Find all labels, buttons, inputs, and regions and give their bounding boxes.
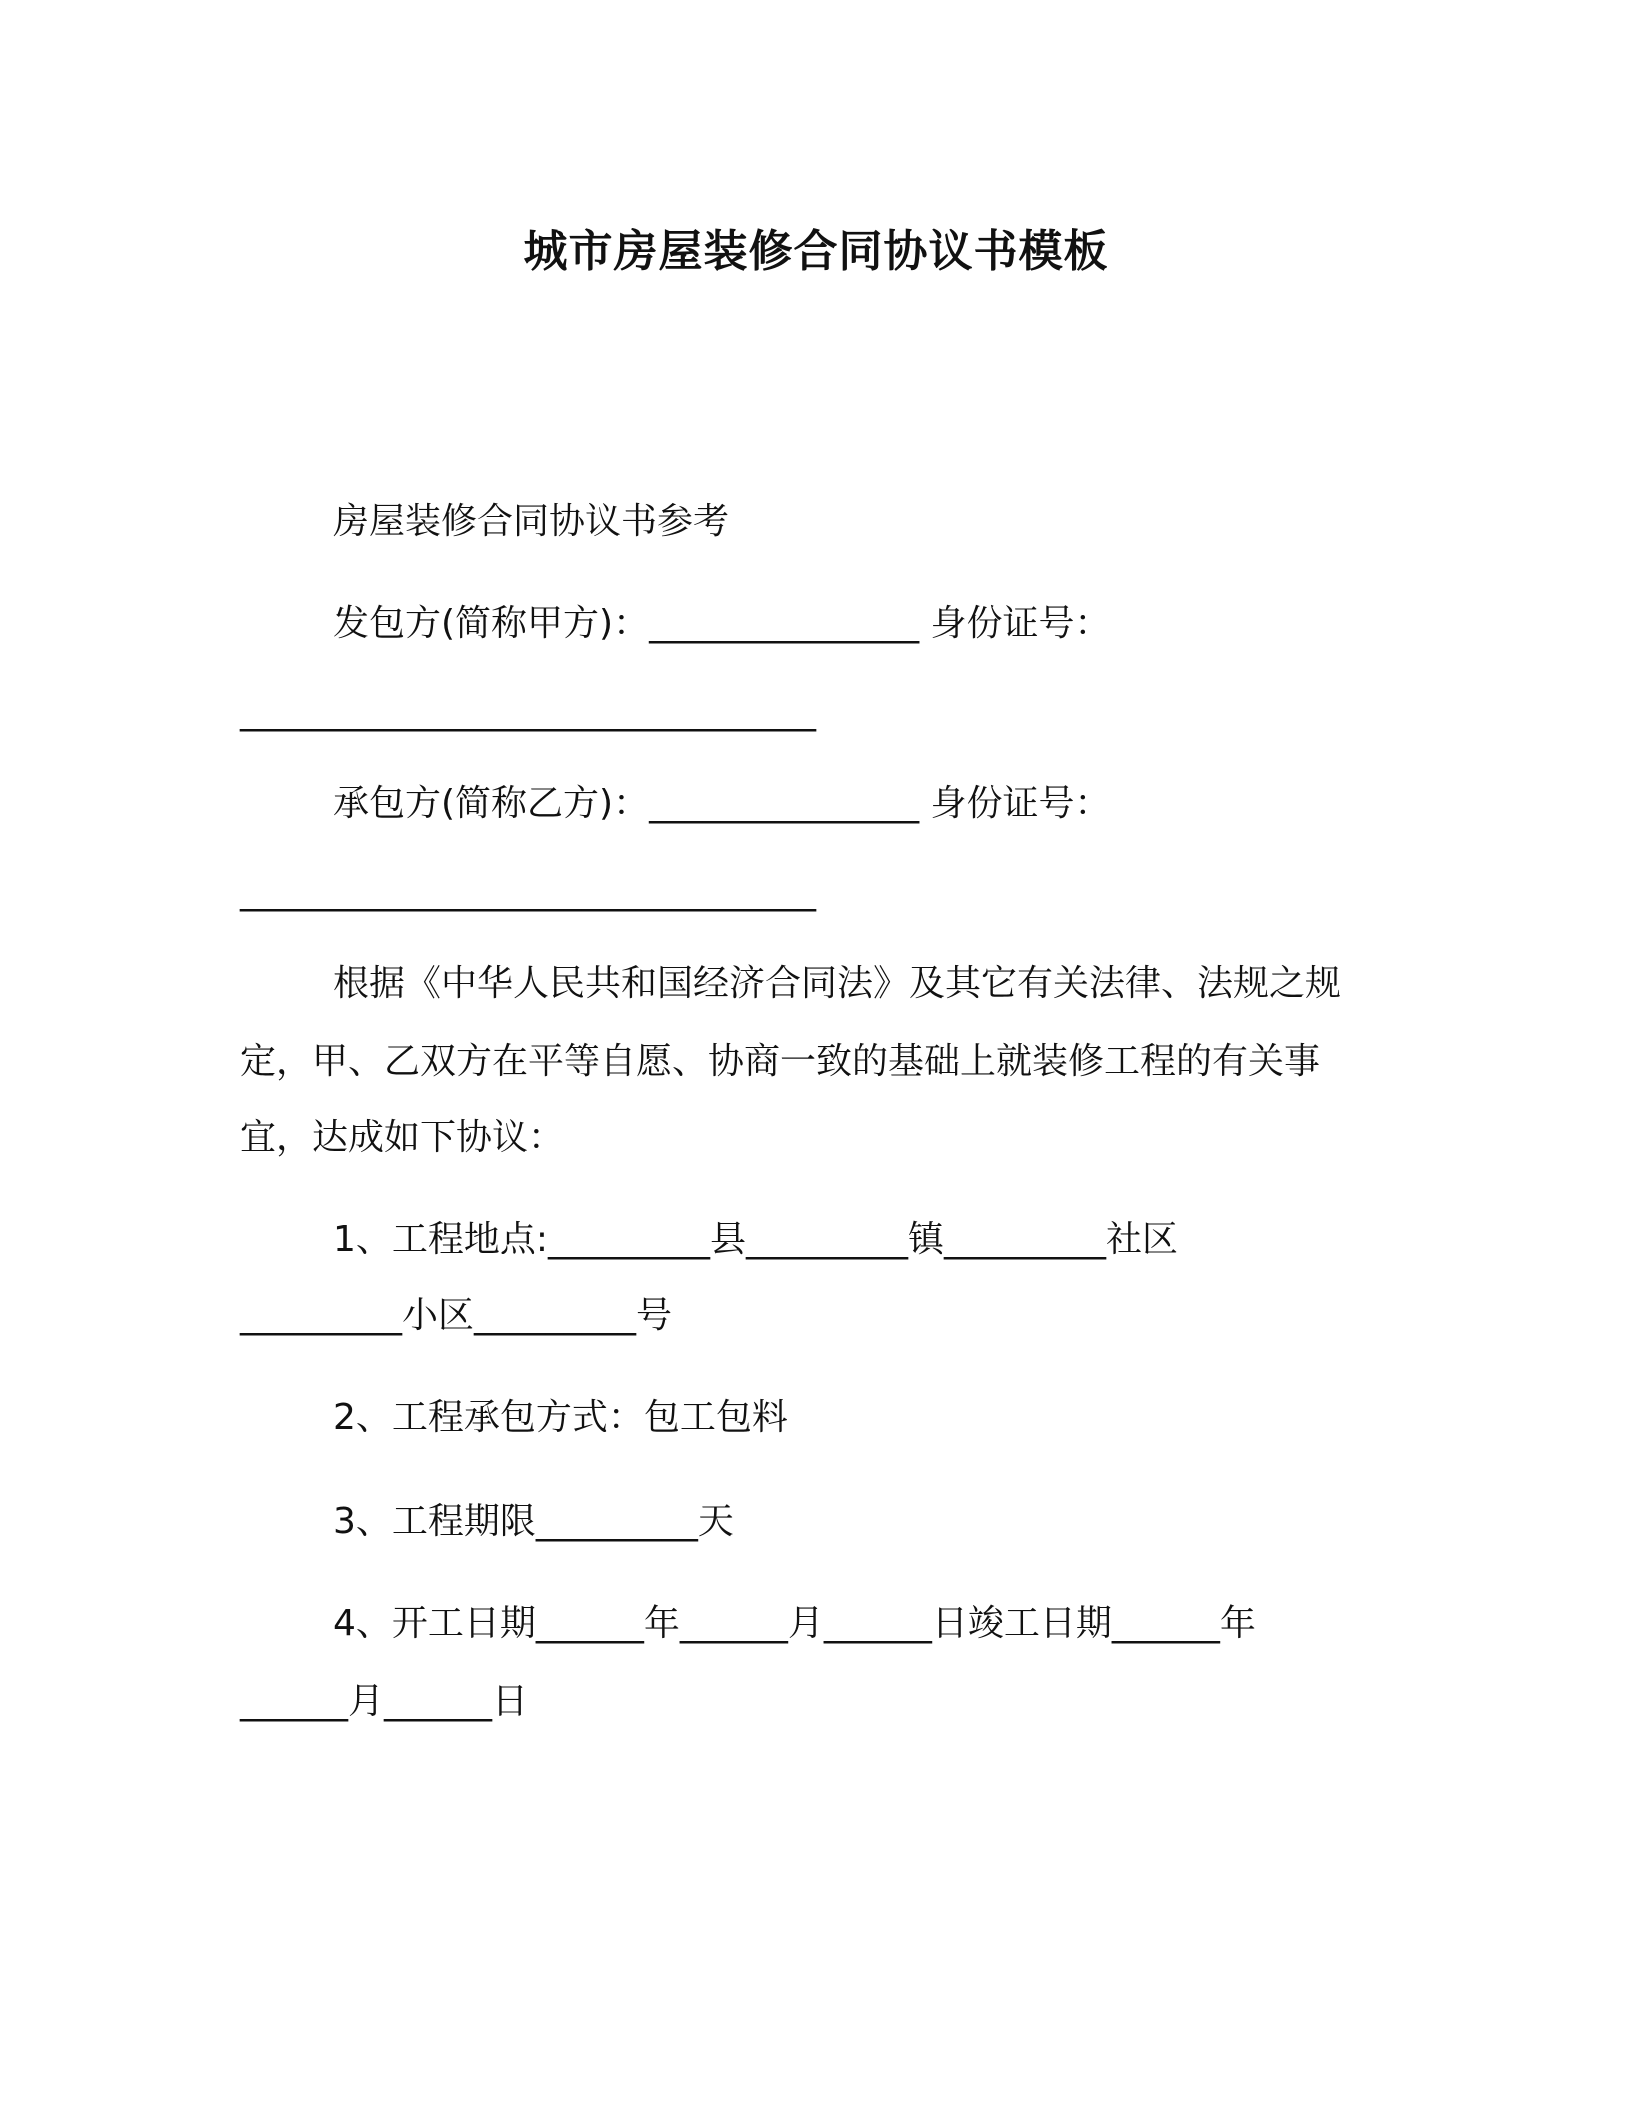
preamble-line-2: 定，甲、乙双方在平等自愿、协商一致的基础上就装修工程的有关事 <box>240 1041 1321 1082</box>
preamble-line-1: 根据《中华人民共和国经济合同法》及其它有关法律、法规之规 <box>333 963 1342 1004</box>
party-a-line: 发包方(简称甲方)：_______________ 身份证号： <box>333 603 1111 644</box>
clause-2-line: 2、工程承包方式：包工包料 <box>333 1397 788 1438</box>
party-b-line: 承包方(简称乙方)：_______________ 身份证号： <box>333 783 1111 824</box>
clause-1-line-2: _________小区_________号 <box>240 1295 673 1336</box>
party-a-id-blank: ________________________________ <box>240 691 816 732</box>
preamble-line-3: 宜，达成如下协议： <box>240 1117 565 1158</box>
clause-3-line: 3、工程期限_________天 <box>333 1501 734 1542</box>
clause-1-line-1: 1、工程地点:_________县_________镇_________社区 <box>333 1219 1179 1260</box>
party-b-id-blank: ________________________________ <box>240 871 816 912</box>
clause-4-line-1: 4、开工日期______年______月______日竣工日期______年 <box>333 1603 1256 1644</box>
clause-4-line-2: ______月______日 <box>240 1681 529 1722</box>
document-title: 城市房屋装修合同协议书模板 <box>523 226 1109 277</box>
subtitle-line: 房屋装修合同协议书参考 <box>333 501 730 542</box>
